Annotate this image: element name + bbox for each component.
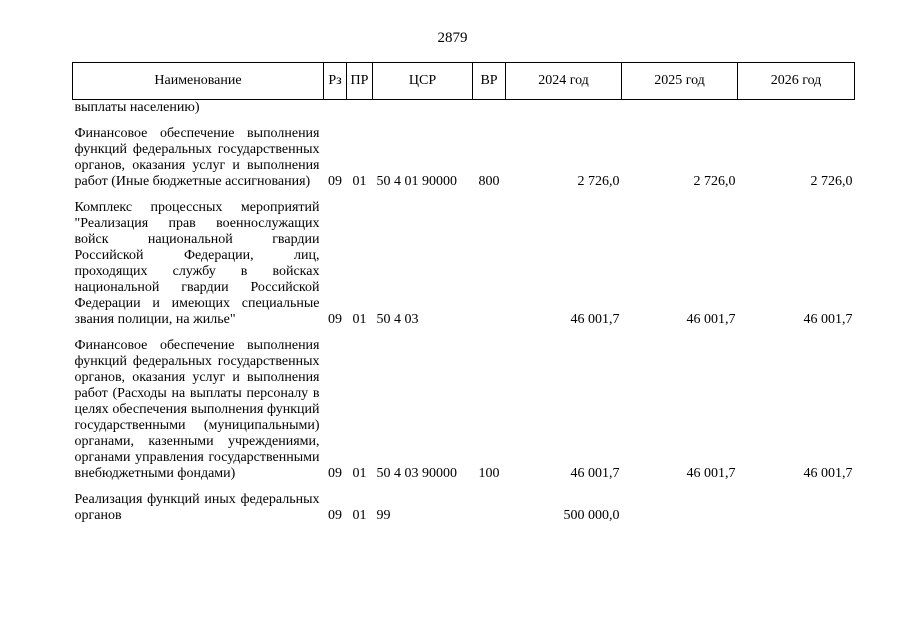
row-2025 — [622, 100, 738, 117]
row-rz: 09 — [328, 466, 342, 481]
header-2025: 2025 год — [622, 63, 738, 100]
row-rz: 09 — [328, 508, 342, 523]
header-rz: Рз — [324, 63, 347, 100]
row-2025: 2 726,0 — [693, 174, 736, 189]
row-pr — [347, 100, 373, 117]
row-name: Финансовое обеспечение выполнения функций федеральных государственных органов, оказания услуг и выполнения работ (Иные бюджетные ассигнования) — [74, 126, 320, 189]
row-name: Реализация функций иных федеральных органов — [74, 492, 320, 523]
row-vr — [473, 100, 506, 117]
row-2024: 46 001,7 — [570, 466, 620, 481]
row-csr: 50 4 03 — [376, 312, 419, 327]
row-csr: 50 4 01 90000 — [376, 174, 457, 189]
row-vr — [473, 200, 506, 328]
table-header-row — [73, 63, 855, 100]
page-number: 2879 — [437, 30, 468, 46]
row-2025: 46 001,7 — [686, 312, 736, 327]
row-2024: 500 000,0 — [563, 508, 620, 523]
header-pr: ПР — [347, 63, 373, 100]
row-2025 — [622, 492, 738, 524]
row-name: выплаты населению) — [74, 100, 200, 115]
row-rz — [324, 100, 347, 117]
row-vr — [473, 492, 506, 524]
table-row — [73, 126, 855, 190]
row-pr: 01 — [352, 508, 367, 523]
header-csr: ЦСР — [373, 63, 473, 100]
row-vr: 800 — [478, 174, 500, 189]
row-rz: 09 — [328, 312, 342, 327]
row-pr: 01 — [352, 466, 367, 481]
budget-table — [72, 62, 855, 524]
row-2024: 2 726,0 — [577, 174, 620, 189]
row-2024: 46 001,7 — [570, 312, 620, 327]
row-vr: 100 — [478, 466, 500, 481]
table-row — [73, 492, 855, 524]
row-name: Финансовое обеспечение выполнения функций федеральных государственных органов, оказания услуг и выполнения работ (Расходы на выплаты персоналу в целях обеспечения выполнения функций государственными (муниципальными) органами, казенными учреждениями, органами управления государственными внебюджетными фондами) — [74, 338, 320, 481]
row-2026 — [738, 100, 855, 117]
header-2026: 2026 год — [738, 63, 855, 100]
row-2026: 46 001,7 — [803, 312, 853, 327]
row-csr — [373, 100, 473, 117]
row-csr: 99 — [376, 508, 391, 523]
row-pr: 01 — [352, 312, 367, 327]
header-name: Наименование — [73, 63, 324, 100]
header-2024: 2024 год — [506, 63, 622, 100]
header-vr: ВР — [473, 63, 506, 100]
row-pr: 01 — [352, 174, 367, 189]
row-2026: 46 001,7 — [803, 466, 853, 481]
row-rz: 09 — [328, 174, 342, 189]
table-row — [73, 100, 855, 117]
row-2026: 2 726,0 — [810, 174, 853, 189]
row-2025: 46 001,7 — [686, 466, 736, 481]
row-csr: 50 4 03 90000 — [376, 466, 457, 481]
table-row — [73, 338, 855, 482]
table-row — [73, 200, 855, 328]
row-2026 — [738, 492, 855, 524]
row-2024 — [506, 100, 622, 117]
row-name: Комплекс процессных мероприятий "Реализация прав военнослужащих войск национальной гвардии Российской Федерации, лиц, проходящих службу в войсках национальной гвардии Российской Федерации и имеющих специальные звания полиции, на жилье" — [74, 200, 320, 327]
